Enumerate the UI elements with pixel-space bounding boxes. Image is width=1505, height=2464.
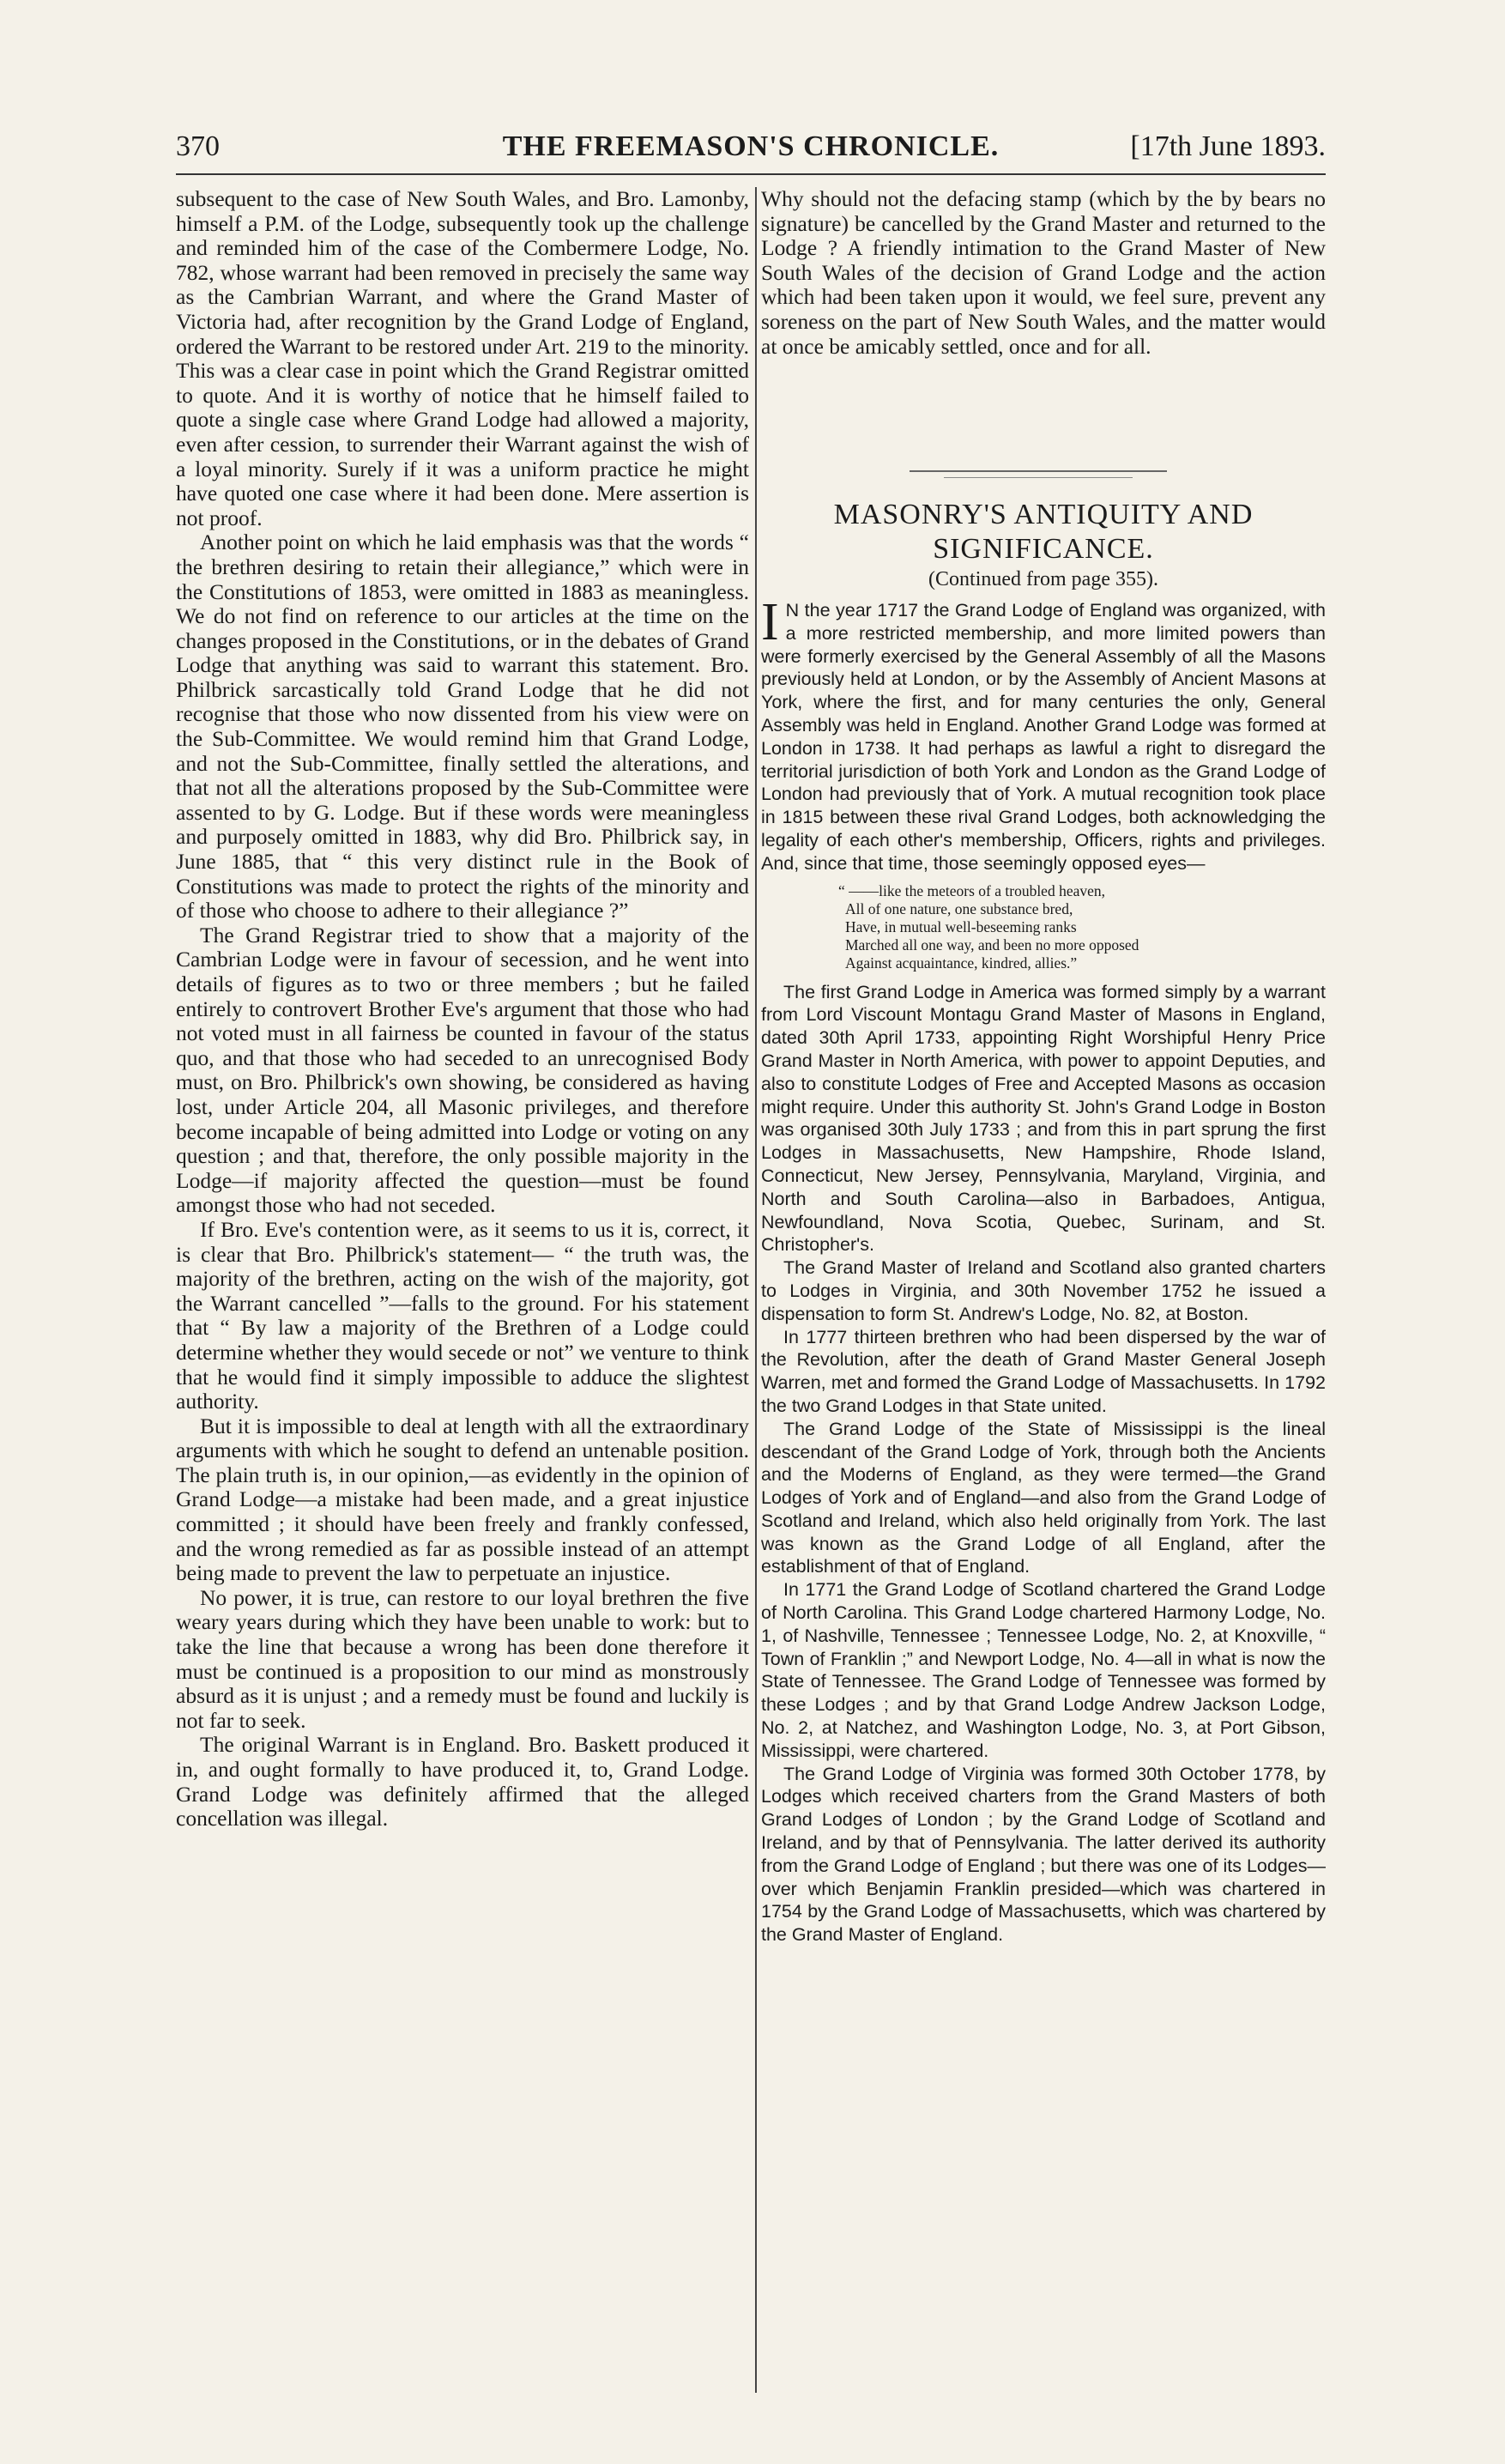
verse-line: Marched all one way, and been no more opposed: [845, 935, 1139, 954]
paragraph: subsequent to the case of New South Wales, and Bro. Lamonby, himself a P.M. of the Lodge, subsequently took up the challenge and reminded him of the case of the Combermere Lodge, No. 782, whose warrant had been removed in precisely the same way as the Cambrian Warrant, and where the Grand Master of Victoria had, after recognition by the Grand Lodge of England, ordered the Warrant to be restored under Art. 219 to the minority. This was a clear case in point which the Grand Registrar omitted to quote. And it is worthy of notice that he himself failed to quote a single case where Grand Lodge had allowed a majority, even after cession, to surrender their Warrant against the wish of a loyal minority. Surely if it was a uniform practice he might have quoted one case where it had been done. Mere assertion is not proof.: [176, 186, 749, 530]
column-rule: [755, 187, 757, 2393]
issue-date: [17th June 1893.: [1130, 130, 1326, 162]
paragraph: The Grand Master of Ireland and Scotland also granted charters to Lodges in Virginia, and 30th November 1752 he issued a dispensation to form St. Andrew's Lodge, No. 82, at Boston.: [761, 1257, 1326, 1324]
article-title: [761, 498, 1326, 566]
page-header: [176, 130, 1326, 173]
publication-title: THE FREEMASON'S CHRONICLE.: [502, 130, 1000, 162]
page-number: 370: [176, 130, 220, 162]
paragraph: In 1777 thirteen brethren who had been dispersed by the war of the Revolution, after the death of Grand Master General Joseph Warren, met and formed the Grand Lodge of Massachusetts. In 1792 the two Grand Lodges in that State united.: [761, 1326, 1326, 1416]
verse-line: Have, in mutual well-beseeming ranks: [845, 917, 1077, 935]
paragraph: Another point on which he laid emphasis was that the words “ the brethren desiring to retain their allegiance,” which were in the Constitutions of 1853, were omitted in 1883 as meaningless. We do not find on reference to our articles at the time on the changes proposed in the Constitutions, or in the debates of Grand Lodge that anything was said to warrant this statement. Bro. Philbrick sarcastically told Grand Lodge that he did not recognise that those who now dissented from his view were on the Sub-Committee. We would remind him that Grand Lodge, and not the Sub-Committee, finally settled the alterations, and that not all the alterations proposed by the Sub-Committee were assented to by G. Lodge. But if these words were meaningless and purposely omitted in 1883, why did Bro. Philbrick say, in June 1885, that “ this very distinct rule in the Book of Constitutions was made to protect the rights of the minority and of those who choose to adhere to their allegiance ?”: [176, 530, 749, 923]
article-title-line: MASONRY'S ANTIQUITY AND: [833, 499, 1254, 530]
paragraph: Why should not the defacing stamp (which by the by bears no signature) be cancelled by the Grand Master and returned to the Lodge ? A friendly intimation to the Grand Master of New South Wales of the decision of Grand Lodge and the action which had been taken upon it would, we feel sure, prevent any soreness on the part of New South Wales, and the matter would at once be amicably settled, once and for all.: [761, 186, 1326, 359]
article-body: [761, 593, 1326, 1946]
left-column: [176, 187, 749, 1831]
paragraph: The first Grand Lodge in America was formed simply by a warrant from Lord Viscount Montagu Grand Master of Masons in England, dated 30th April 1733, appointing Right Worshipful Henry Price Grand Master in North America, with power to appoint Deputies, and also to constitute Lodges of Free and Accepted Masons as occasion might require. Under this authority St. John's Grand Lodge in Boston was organised 30th July 1733 ; and from this in part sprung the first Lodges in Massachusetts, New Hampshire, Rhode Island, Connecticut, New Jersey, Pennsylvania, Maryland, Virginia, and North and South Carolina—also in Barbadoes, Antigua, Newfoundland, Nova Scotia, Quebec, Surinam, and St. Christopher's.: [761, 981, 1326, 1256]
paragraph: But it is impossible to deal at length with all the extraordinary arguments with which he sought to defend an untenable position. The plain truth is, in our opinion,—as evidently in the opinion of Grand Lodge—a mistake had been made, and a great injustice committed ; it should have been freely and frankly confessed, and the wrong remedied as far as possible instead of an attempt being made to prevent the law to perpetuate an injustice.: [176, 1413, 749, 1586]
verse-quote: [838, 882, 1326, 972]
paragraph: In 1771 the Grand Lodge of Scotland chartered the Grand Lodge of North Carolina. This Grand Lodge chartered Harmony Lodge, No. 1, of Nashville, Tennessee ; Tennessee Lodge, No. 2, at Knoxville, “ Town of Franklin ;” and Newport Lodge, No. 4—all in what is now the State of Tennessee. The Grand Lodge of Tennessee was formed by these Lodges ; and by that Grand Lodge Andrew Jackson Lodge, No. 2, at Natchez, and Washington Lodge, No. 3, at Port Gibson, Mississippi, were chartered.: [761, 1579, 1326, 1761]
article-subtitle: (Continued from page 355).: [928, 568, 1158, 590]
paragraph: If Bro. Eve's contention were, as it seems to us it is, correct, it is clear that Bro. Philbrick's statement— “ the truth was, the majority of the brethren, acting on the wish of the majority, got the Warrant cancelled ”—falls to the ground. For his statement that “ By law a majority of the Brethren of a Lodge could determine whether they would secede or not” we venture to think that he would find it simply impossible to adduce the slightest authority.: [176, 1216, 749, 1414]
section-divider: [944, 477, 1133, 478]
paragraph: The Grand Lodge of the State of Mississippi is the lineal descendant of the Grand Lodge of York, through both the Ancients and the Moderns of England, as they were termed—the Grand Lodges of York and of England—and also from the Grand Lodge of Scotland and Ireland, which also held originally from York. The last was known as the Grand Lodge of all England, after the establishment of that of England.: [761, 1418, 1326, 1577]
verse-line: All of one nature, one substance bred,: [845, 899, 1073, 917]
right-column-continuation: [761, 187, 1326, 359]
article-title-line: SIGNIFICANCE.: [933, 533, 1154, 565]
verse-line: “ ——like the meteors of a troubled heaven,: [838, 881, 1106, 899]
paragraph: The original Warrant is in England. Bro. Baskett produced it in, and ought formally to have produced it, to, Grand Lodge. Grand Lodge was definitely affirmed that the alleged concellation was illegal.: [176, 1732, 749, 1831]
article-first-paragraph: [761, 593, 1326, 875]
section-divider: [910, 470, 1167, 472]
paragraph: The Grand Registrar tried to show that a majority of the Cambrian Lodge were in favour of secession, and he went into details of figures as to two or three members ; but he failed entirely to controvert Brother Eve's argument that those who had not voted must in all fairness be counted in favour of the status quo, and that those who had seceded to an unrecognised Body must, on Bro. Philbrick's own showing, be considered as having lost, under Article 204, all Masonic privileges, and therefore become incapable of being admitted into Lodge or voting on any question ; and that, therefore, the only possible majority in the Lodge—if majority affected the question—must be found amongst those who had not seceded.: [176, 922, 749, 1218]
verse-line: Against acquaintance, kindred, allies.”: [845, 954, 1078, 972]
paragraph-text: N the year 1717 the Grand Lodge of England was organized, with a more restricted membership, and more limited powers than were formerly exercised by the General Assembly of all the Masons previously held at London, or by the Assembly of Ancient Masons at York, where the first, and for many centuries the only, General Assembly was held in England. Another Grand Lodge was formed at London in 1738. It had perhaps as lawful a right to disregard the territorial jurisdiction of both York and London as the Grand Lodge of London had previously that of York. A mutual recognition took place in 1815 between these rival Grand Lodges, both acknowledging the legality of each other's membership, Officers, rights and privileges. And, since that time, those seemingly opposed eyes—: [761, 600, 1326, 874]
drop-cap: I: [761, 593, 779, 651]
paragraph: The Grand Lodge of Virginia was formed 30th October 1778, by Lodges which received charters from the Grand Masters of both Grand Lodges of London ; by the Grand Lodge of Scotland and Ireland, and by that of Pennsylvania. The latter derived its authority from the Grand Lodge of England ; but there was one of its Lodges—over which Benjamin Franklin presided—which was chartered in 1754 by the Grand Lodge of Massachusetts, which was chartered by the Grand Master of England.: [761, 1763, 1326, 1946]
paragraph: No power, it is true, can restore to our loyal brethren the five weary years during which they have been unable to work: but to take the line that because a wrong has been done therefore it must be continued is a proposition to our mind as monstrously absurd as it is unjust ; and a remedy must be found and luckily is not far to seek.: [176, 1584, 749, 1733]
header-rule: [176, 173, 1326, 175]
